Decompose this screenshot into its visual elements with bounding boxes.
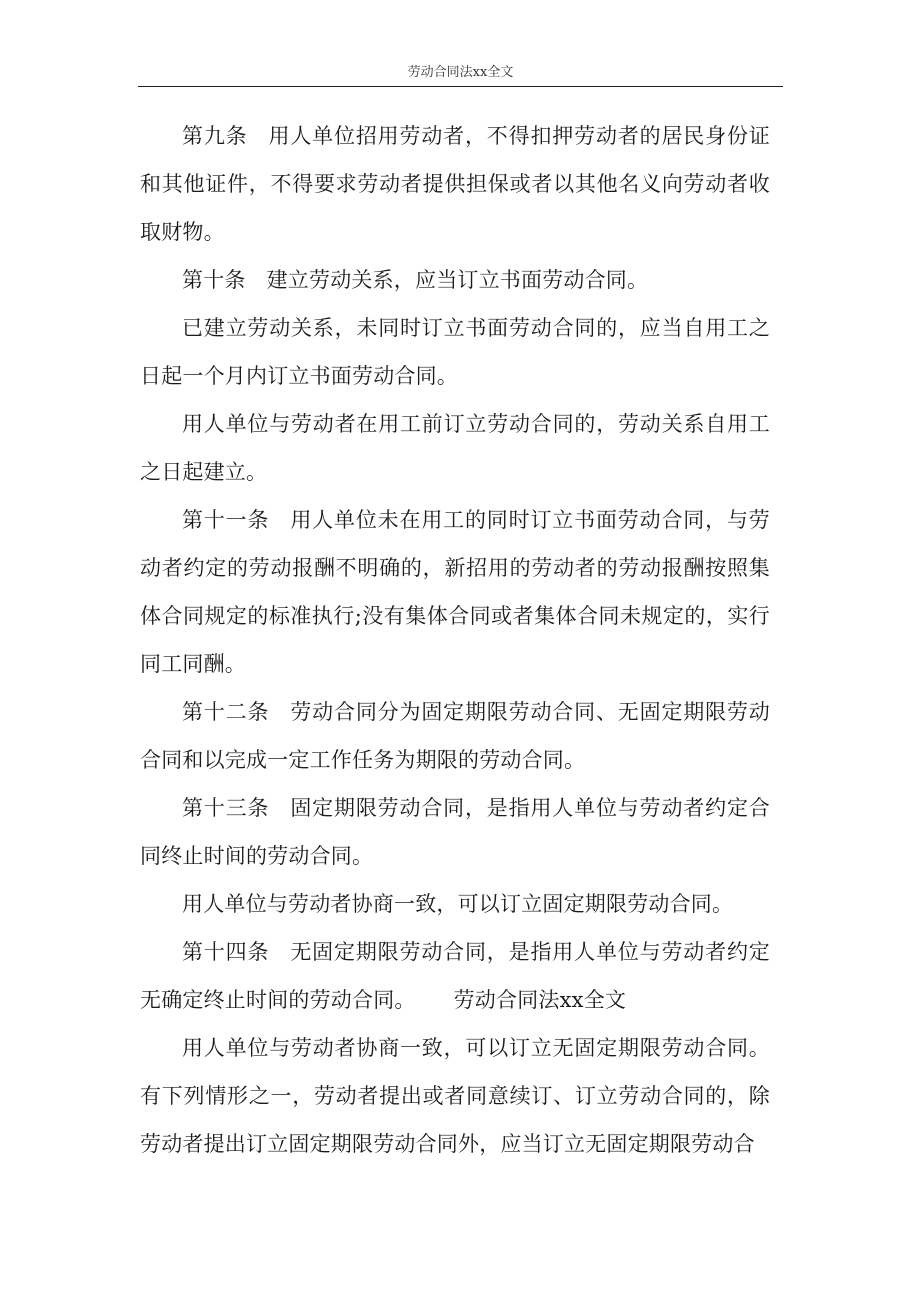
paragraph-text: 用人单位与劳动者协商一致，可以订立无固定期限劳动合同。有下列情形之一，劳动者提出或者同意续订、订立劳动合同的，除劳动者提出订立固定期限劳动合同外，应当订立无固定期限劳动合 (140, 1036, 770, 1156)
document-body (140, 112, 770, 1168)
page-header (138, 64, 783, 87)
article-number: 第九条 (182, 124, 248, 148)
inline-doc-title: 劳动合同法xx全文 (453, 988, 627, 1012)
article-number: 第十一条 (182, 508, 270, 532)
paragraph-text: 劳动合同分为固定期限劳动合同、无固定期限劳动合同和以完成一定工作任务为期限的劳动合同。 (140, 700, 770, 772)
paragraph-article-10 (140, 256, 770, 304)
paragraph-article-14-clause-2 (140, 1024, 770, 1168)
paragraph-text: 固定期限劳动合同，是指用人单位与劳动者约定合同终止时间的劳动合同。 (140, 796, 770, 868)
paragraph-article-9 (140, 112, 770, 256)
paragraph-article-13 (140, 784, 770, 880)
paragraph-text: 用人单位未在用工的同时订立书面劳动合同，与劳动者约定的劳动报酬不明确的，新招用的劳动者的劳动报酬按照集体合同规定的标准执行;没有集体合同或者集体合同未规定的，实行同工同酬。 (140, 508, 770, 676)
paragraph-text: 用人单位招用劳动者，不得扣押劳动者的居民身份证和其他证件，不得要求劳动者提供担保或者以其他名义向劳动者收取财物。 (140, 124, 770, 244)
article-number: 第十二条 (182, 700, 270, 724)
paragraph-text: 用人单位与劳动者协商一致，可以订立固定期限劳动合同。 (182, 892, 734, 916)
paragraph-article-11 (140, 496, 770, 688)
paragraph-article-12 (140, 688, 770, 784)
article-number: 第十条 (182, 268, 246, 292)
paragraph-text: 无固定期限劳动合同，是指用人单位与劳动者约定无确定终止时间的劳动合同。 (140, 940, 770, 1012)
article-number: 第十四条 (182, 940, 270, 964)
paragraph-text: 已建立劳动关系，未同时订立书面劳动合同的，应当自用工之日起一个月内订立书面劳动合同。 (140, 316, 770, 388)
header-title: 劳动合同法xx全文 (407, 65, 514, 80)
paragraph-article-10-clause-2 (140, 304, 770, 400)
paragraph-article-13-clause-2 (140, 880, 770, 928)
paragraph-text: 用人单位与劳动者在用工前订立劳动合同的，劳动关系自用工之日起建立。 (140, 412, 770, 484)
article-number: 第十三条 (182, 796, 270, 820)
paragraph-article-14 (140, 928, 770, 1024)
paragraph-article-10-clause-3 (140, 400, 770, 496)
paragraph-text: 建立劳动关系，应当订立书面劳动合同。 (266, 268, 649, 292)
